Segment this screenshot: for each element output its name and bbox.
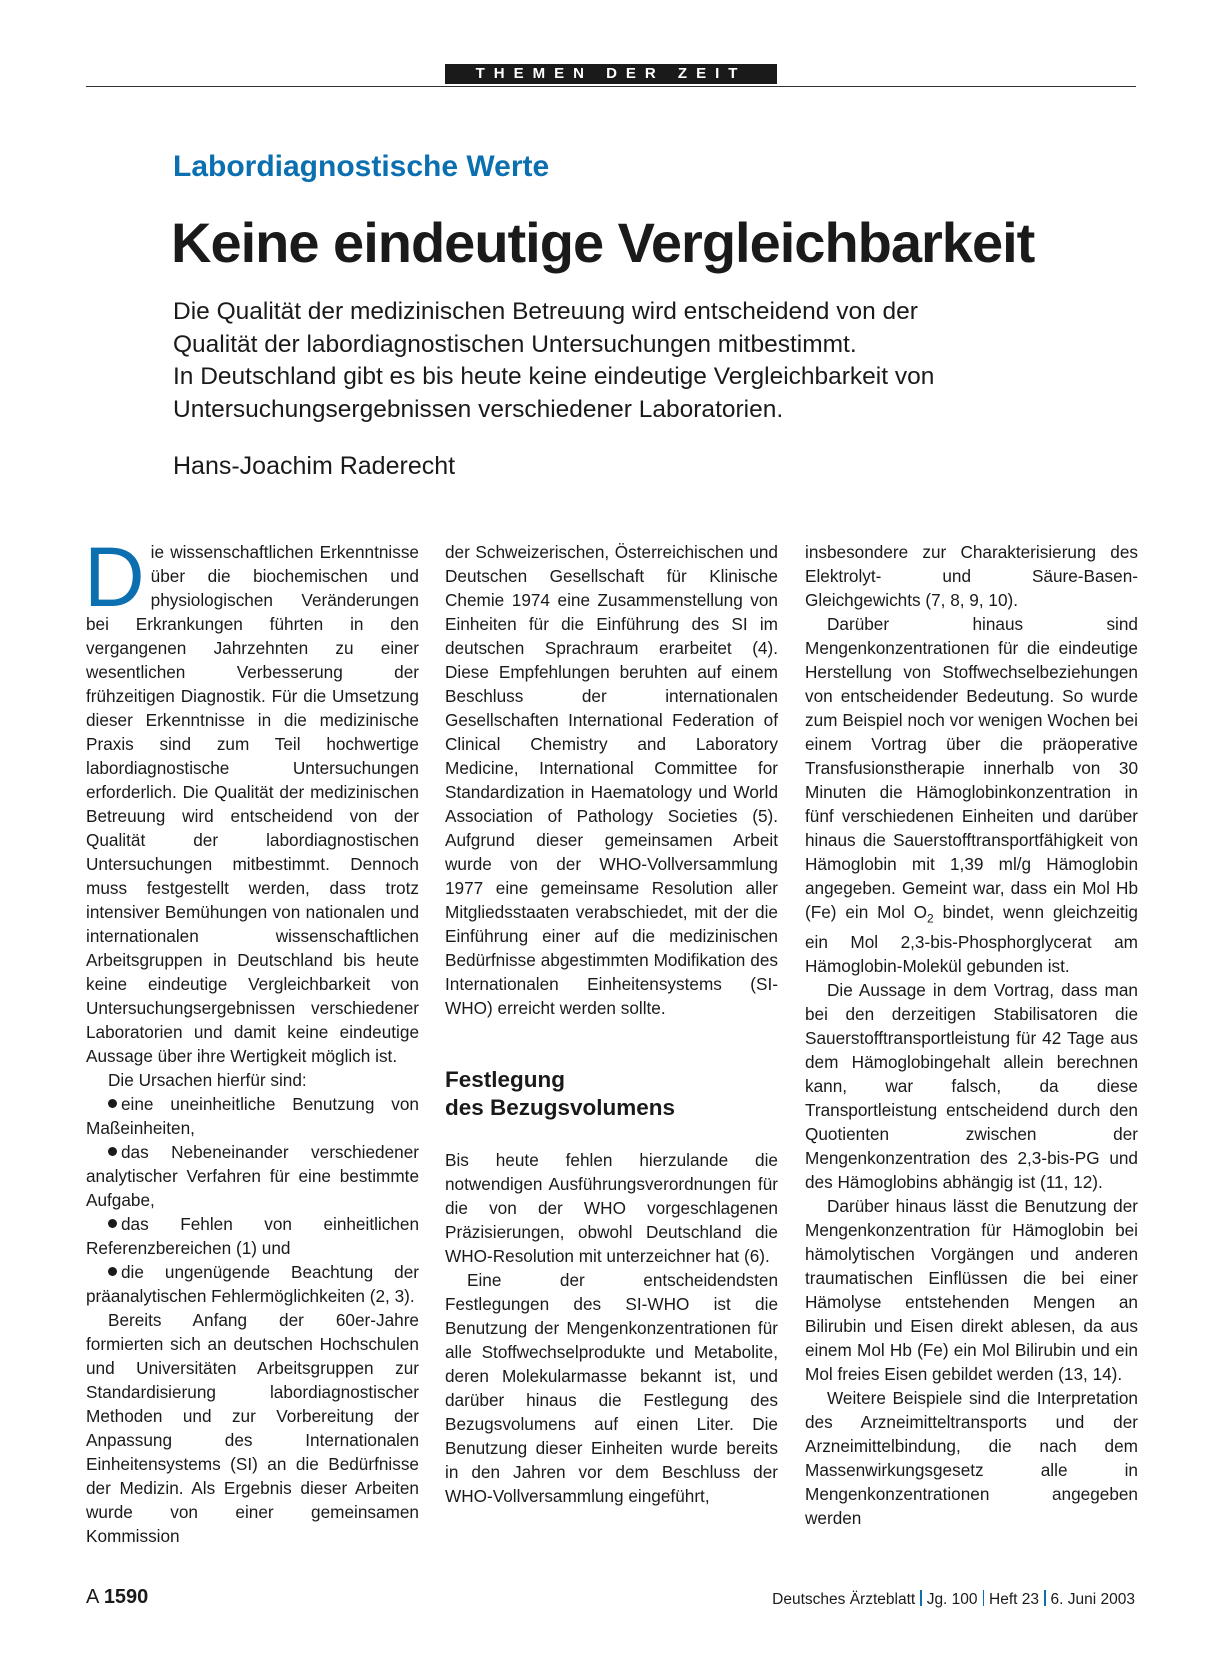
bullet-icon (108, 1267, 117, 1276)
column-2 (445, 540, 778, 1508)
paragraph: der Schweizerischen, Österreichischen und Deutschen Gesellschaft für Klinische Chemie 1974 eine Zusammenstellung von Einheiten für die Einführung des SI im deutschen Sprachraum erarbeitet (4). Diese Empfehlungen beruhten auf einem Beschluss der internationalen Gesellschaften International Federation of Clinical Chemistry and Laboratory Medicine, International Committee for Standardization in Haematology und World Association of Pathology Societies (5). Aufgrund dieser gemeinsamen Arbeit wurde von der WHO-Vollversammlung 1977 eine gemeinsame Resolution aller Mitgliedsstaaten verabschiedet, mit der die Einführung einer auf die medizinischen Bedürfnisse abgestimmten Modifikation des Internationalen Einheitensystems (SI-WHO) erreicht werden sollte. (445, 542, 778, 1018)
paragraph: Weitere Beispiele sind die Interpretation des Arzneimitteltransports und der Arzneimittelbindung, die nach dem Massenwirkungsgesetz alle in Mengenkonzentrationen angegeben werden (805, 1388, 1138, 1529)
article-kicker: Labordiagnostische Werte (173, 150, 550, 183)
paragraph: Bereits Anfang der 60er-Jahre formierten sich an deutschen Hochschulen und Universitäten Arbeitsgruppen zur Standardisierung labordiagnostischer Methoden und zur Vorbereitung der Anpassung des Internationalen Einheitensystems (SI) an die Bedürfnisse der Medizin. Als Ergebnis dieser Arbeiten wurde von einer gemeinsamen Kommission (86, 1310, 419, 1546)
column-3 (805, 540, 1138, 1530)
paragraph: insbesondere zur Charakterisierung des Elektrolyt- und Säure-Basen-Gleichgewichts (7, 8, 9, 10). (805, 542, 1138, 610)
lead-line: Qualität der labordiagnostischen Untersuchungen mitbestimmt. (173, 330, 857, 358)
bullet-item: die ungenügende Beachtung der präanalytischen Fehlermöglichkeiten (2, 3). (86, 1262, 419, 1306)
journal-date: 6. Juni 2003 (1050, 1591, 1135, 1608)
article-author: Hans-Joachim Raderecht (173, 452, 456, 480)
article-lead (173, 296, 1073, 427)
article-title: Keine eindeutige Vergleichbarkeit (171, 211, 1035, 274)
bullet-icon (108, 1099, 117, 1108)
top-rule (86, 86, 1136, 87)
section-label: THEMEN DER ZEIT (445, 64, 777, 84)
lead-line: Untersuchungsergebnissen verschiedener Laboratorien. (173, 396, 784, 424)
column-1 (84, 530, 419, 1548)
paragraph: Darüber hinaus lässt die Benutzung der Mengenkonzentration für Hämoglobin bei hämolytischen Vorgängen und anderen traumatischen Einflüssen die bei einer Hämolyse entstehenden Mengen an Bilirubin und Eisen direkt ablesen, da aus einem Mol Hb (Fe) ein Mol Bilirubin und ein Mol freies Eisen gebildet werden (13, 14). (805, 1196, 1138, 1385)
paragraph: Bis heute fehlen hierzulande die notwendigen Ausführungsverordnungen für die von der WHO vorgeschlagenen Präzisierungen, obwohl Deutschland die WHO-Resolution mit unterzeichner hat (6). (445, 1150, 778, 1266)
paragraph: Die Aussage in dem Vortrag, dass man bei den derzeitigen Stabilisatoren die Sauerstofftransportleistung für 42 Tage aus dem Hämoglobingehalt allein berechnen kann, war falsch, da diese Transportleistung entscheidend durch den Quotienten zwischen der Mengenkonzentration des 2,3-bis-PG und des Hämoglobins abhängig ist (11, 12). (805, 980, 1138, 1193)
journal-name: Deutsches Ärzteblatt (772, 1591, 916, 1608)
paragraph: Die wissenschaftlichen Erkenntnisse über die biochemischen und physiologischen Veränderungen bei Erkrankungen führten in den vergangenen Jahrzehnten zu einer wesentlichen Verbesserung der frühzeitigen Diagnostik. Für die Umsetzung dieser Erkenntnisse in die medizinische Praxis sind zum Teil hochwertige labordiagnostische Untersuchungen erforderlich. Die Qualität der medizinischen Betreuung wird entscheidend von der Qualität der labordiagnostischen Untersuchungen mitbestimmt. Dennoch muss festgestellt werden, dass trotz intensiver Bemühungen von nationalen und internationalen wissenschaftlichen Arbeitsgruppen in Deutschland bis heute keine eindeutige Vergleichbarkeit von Untersuchungsergebnissen verschiedener Laboratorien und damit keine eindeutige Aussage über ihre Wertigkeit möglich ist. (84, 530, 419, 1066)
bullet-item: das Nebeneinander verschiedener analytischer Verfahren für eine bestimmte Aufgabe, (86, 1142, 419, 1210)
bullet-icon (108, 1147, 117, 1156)
drop-cap: D (84, 530, 145, 624)
lead-line: In Deutschland gibt es bis heute keine eindeutige Vergleichbarkeit von (173, 363, 935, 391)
bullet-item: eine uneinheitliche Benutzung von Maßeinheiten, (86, 1094, 419, 1138)
journal-volume: Jg. 100 (926, 1591, 978, 1608)
page-number: A 1590 (86, 1586, 149, 1608)
journal-info (772, 1590, 1135, 1609)
bullet-item: das Fehlen von einheitlichen Referenzbereichen (1) und (86, 1214, 419, 1258)
paragraph: Darüber hinaus sind Mengenkonzentrationen für die eindeutige Herstellung von Stoffwechselbeziehungen von entscheidender Bedeutung. So wurde zum Beispiel noch vor wenigen Wochen bei einem Vortrag über die präoperative Transfusionstherapie innerhalb von 30 Minuten die Hämoglobinkonzentration in fünf verschiedenen Einheiten und darüber hinaus die Sauerstofftransportfähigkeit von Hämoglobin mit 1,39 ml/g Hämoglobin angegeben. Gemeint war, dass ein Mol Hb (Fe) ein Mol $O_2$ bindet, wenn gleichzeitig ein Mol 2,3-bis-Phosphorglycerat am Hämoglobin-Molekül gebunden ist. (805, 614, 1138, 977)
separator (1044, 1590, 1046, 1606)
paragraph: Die Ursachen hierfür sind: (108, 1070, 307, 1090)
lead-line: Die Qualität der medizinischen Betreuung wird entscheidend von der (173, 298, 918, 325)
journal-issue: Heft 23 (989, 1591, 1040, 1608)
paragraph: Eine der entscheidendsten Festlegungen des SI-WHO ist die Benutzung der Mengenkonzentrationen für alle Stoffwechselprodukte und Metabolite, deren Molekularmasse bekannt ist, und darüber hinaus die Festlegung des Bezugsvolumens auf einen Liter. Die Benutzung dieser Einheiten wurde bereits in den Jahren vor dem Beschluss der WHO-Vollversammlung eingeführt, (445, 1270, 778, 1506)
separator (983, 1590, 985, 1606)
section-heading: Festlegung des Bezugsvolumens (445, 1067, 676, 1120)
bullet-icon (108, 1219, 117, 1228)
separator (920, 1590, 922, 1606)
